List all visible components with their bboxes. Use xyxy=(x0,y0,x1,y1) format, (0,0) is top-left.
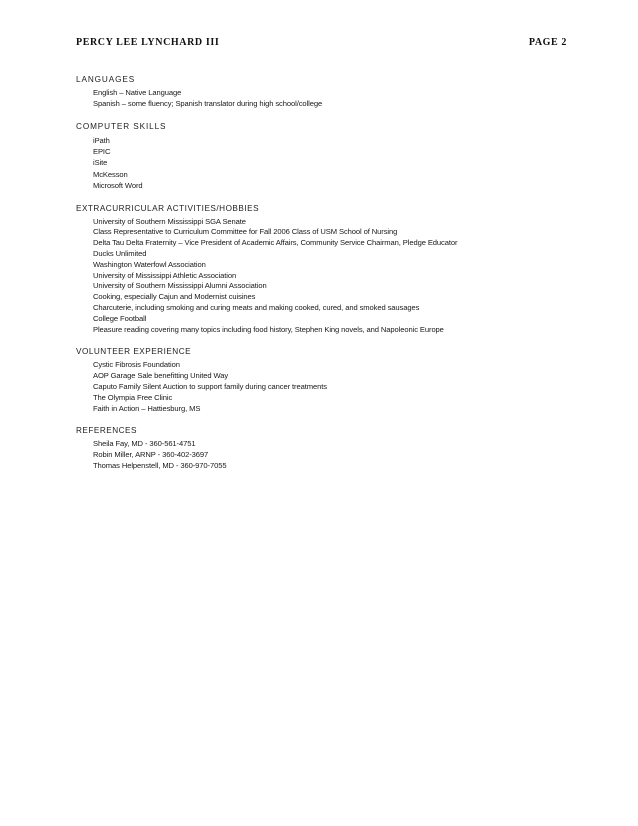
list-item: iPath xyxy=(93,135,110,145)
computer-skills-section xyxy=(76,121,596,192)
page-header xyxy=(76,37,567,48)
computer-skills-heading: COMPUTER SKILLS xyxy=(76,121,167,131)
page-number: PAGE 2 xyxy=(528,37,567,48)
list-item: Cooking, especially Cajun and Modernist cuisines xyxy=(93,292,256,302)
list-item: Caputo Family Silent Auction to support family during cancer treatments xyxy=(93,381,327,391)
list-item: English – Native Language xyxy=(93,88,182,97)
list-item: Pleasure reading covering many topics including food history, Stephen King novels, and Napoleonic Europe xyxy=(93,324,444,334)
list-item: Robin Miller, ARNP - 360-402-3697 xyxy=(93,450,209,460)
volunteer-section xyxy=(76,346,596,414)
list-item: McKesson xyxy=(93,169,128,179)
list-item: Faith in Action – Hattiesburg, MS xyxy=(93,403,201,413)
list-item: AOP Garage Sale benefitting United Way xyxy=(93,371,229,381)
extracurricular-heading: EXTRACURRICULAR ACTIVITIES/HOBBIES xyxy=(76,203,260,213)
references-section xyxy=(76,425,596,471)
list-item: Washington Waterfowl Association xyxy=(93,259,206,269)
extracurricular-section xyxy=(76,203,596,336)
list-item: Cystic Fibrosis Foundation xyxy=(93,360,180,370)
volunteer-list xyxy=(76,360,596,414)
list-item: College Football xyxy=(93,313,147,323)
list-item: Ducks Unlimited xyxy=(93,249,147,259)
languages-section xyxy=(76,74,596,110)
list-item: Thomas Helpenstell, MD - 360-970-7055 xyxy=(93,460,227,470)
list-item: Spanish – some fluency; Spanish translator during high school/college xyxy=(93,98,323,108)
languages-heading: LANGUAGES xyxy=(76,75,136,84)
list-item: Microsoft Word xyxy=(93,181,143,191)
resume-content xyxy=(76,74,596,483)
list-item: iSite xyxy=(93,158,108,168)
extracurricular-list xyxy=(76,217,596,336)
references-list xyxy=(76,439,596,471)
list-item: University of Mississippi Athletic Association xyxy=(93,270,237,280)
languages-list xyxy=(76,88,596,110)
header-name: PERCY LEE LYNCHARD III xyxy=(76,37,220,48)
volunteer-heading: VOLUNTEER EXPERIENCE xyxy=(76,347,192,357)
computer-skills-list xyxy=(76,135,596,192)
list-item: Sheila Fay, MD - 360-561-4751 xyxy=(93,439,196,449)
list-item: Delta Tau Delta Fraternity – Vice President of Academic Affairs, Community Service Chairman, Pledge Educator xyxy=(93,238,458,248)
list-item: Class Representative to Curriculum Committee for Fall 2006 Class of USM School of Nursing xyxy=(93,227,398,237)
list-item: University of Southern Mississippi SGA Senate xyxy=(93,216,246,226)
list-item: Charcuterie, including smoking and curing meats and making cooked, cured, and smoked sausages xyxy=(93,303,420,312)
list-item: EPIC xyxy=(93,147,111,156)
list-item: University of Southern Mississippi Alumni Association xyxy=(93,281,267,291)
references-heading: REFERENCES xyxy=(76,426,137,436)
list-item: The Olympia Free Clinic xyxy=(93,392,173,402)
